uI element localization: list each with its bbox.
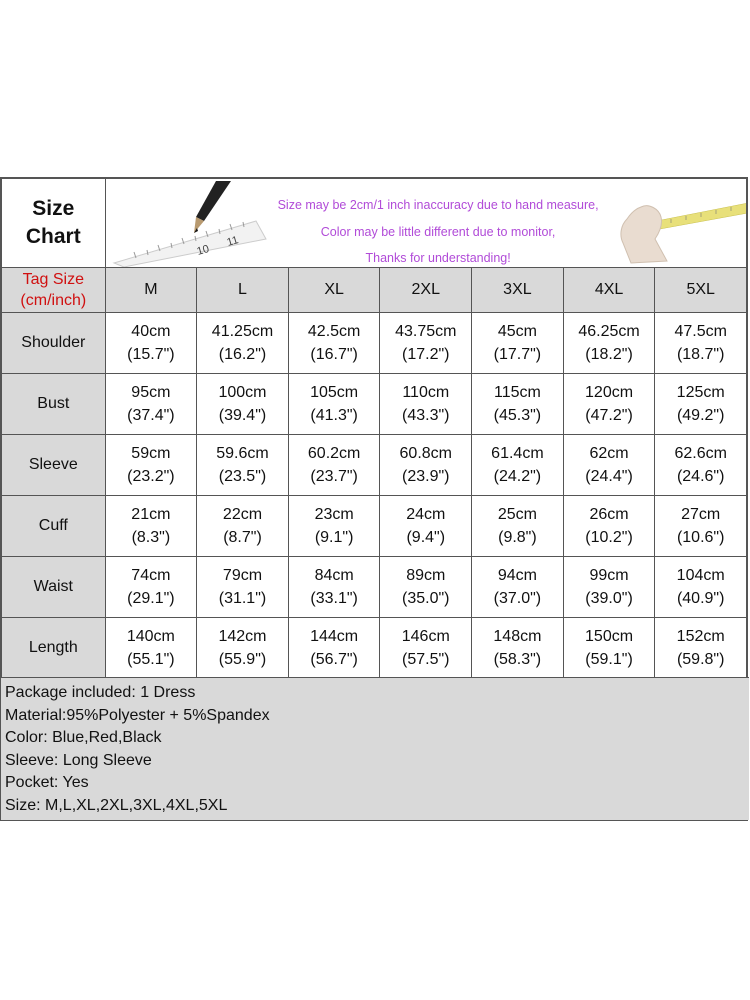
table-cell <box>288 313 380 374</box>
cell-inch: (39.0") <box>585 590 633 607</box>
cell-inch: (9.1") <box>314 529 354 546</box>
table-cell <box>563 557 655 618</box>
cell-inch: (41.3") <box>310 407 358 424</box>
table-row <box>2 618 747 679</box>
table-cell <box>105 496 197 557</box>
cell-inch: (23.7") <box>310 468 358 485</box>
table-cell <box>288 557 380 618</box>
cell-inch: (39.4") <box>218 407 267 424</box>
cell-cm: 89cm <box>406 567 446 584</box>
size-header-4xl: 4XL <box>563 268 655 313</box>
table-cell <box>105 313 197 374</box>
table-cell <box>472 496 564 557</box>
cell-cm: 46.25cm <box>578 323 640 340</box>
ruler-number-10: 10 <box>195 242 211 258</box>
table-cell <box>472 557 564 618</box>
cell-cm: 94cm <box>497 567 537 584</box>
cell-cm: 105cm <box>310 384 359 401</box>
table-cell <box>380 313 472 374</box>
cell-cm: 61.4cm <box>491 445 544 462</box>
cell-cm: 21cm <box>131 506 171 523</box>
row-label-cuff: Cuff <box>2 496 106 557</box>
tag-size-label-line1: Tag Size <box>22 271 84 288</box>
table-cell <box>105 435 197 496</box>
table-cell <box>380 496 472 557</box>
cell-inch: (8.7") <box>223 529 262 546</box>
product-details <box>1 677 749 820</box>
cell-cm: 99cm <box>589 567 629 584</box>
cell-inch: (29.1") <box>127 590 175 607</box>
cell-inch: (35.0") <box>402 590 450 607</box>
cell-inch: (24.4") <box>585 468 633 485</box>
note-thanks: Thanks for understanding! <box>365 251 511 265</box>
table-cell <box>380 557 472 618</box>
detail-color: Color: Blue,Red,Black <box>5 729 162 747</box>
cell-inch: (55.1") <box>127 651 175 668</box>
cell-cm: 60.2cm <box>307 445 361 462</box>
size-header-l: L <box>197 268 289 313</box>
row-label-sleeve: Sleeve <box>2 435 106 496</box>
detail-pocket: Pocket: Yes <box>5 774 89 792</box>
cell-inch: (17.7") <box>493 346 542 363</box>
table-cell <box>197 618 289 679</box>
table-cell <box>472 374 564 435</box>
size-header-2xl: 2XL <box>380 268 472 313</box>
cell-cm: 144cm <box>310 628 359 645</box>
cell-inch: (9.8") <box>498 529 537 546</box>
note-inaccuracy: Size may be 2cm/1 inch inaccuracy due to hand measure, <box>277 198 599 212</box>
cell-inch: (59.8") <box>676 651 725 668</box>
cell-cm: 100cm <box>218 384 267 401</box>
table-cell <box>563 374 655 435</box>
table-cell <box>380 374 472 435</box>
cell-cm: 84cm <box>314 567 354 584</box>
cell-cm: 23cm <box>314 506 354 523</box>
measurement-rows <box>2 313 747 679</box>
table-cell <box>655 435 747 496</box>
row-label-bust: Bust <box>2 374 106 435</box>
table-cell <box>380 435 472 496</box>
hand-icon <box>611 199 681 265</box>
cell-inch: (23.5") <box>218 468 267 485</box>
cell-cm: 62.6cm <box>674 445 727 462</box>
table-cell <box>105 374 197 435</box>
cell-cm: 148cm <box>493 628 542 645</box>
table-cell <box>563 313 655 374</box>
table-cell <box>655 496 747 557</box>
detail-package: Package included: 1 Dress <box>5 684 196 701</box>
size-header-5xl: 5XL <box>655 268 747 313</box>
cell-inch: (23.9") <box>402 468 450 485</box>
cell-inch: (9.4") <box>406 529 446 546</box>
tag-size-label <box>2 268 106 313</box>
cell-cm: 45cm <box>497 323 537 340</box>
table-cell <box>197 435 289 496</box>
cell-cm: 115cm <box>493 384 541 401</box>
cell-inch: (10.6") <box>676 529 725 546</box>
cell-cm: 59.6cm <box>216 445 269 462</box>
cell-cm: 152cm <box>676 628 725 645</box>
cell-inch: (10.2") <box>585 529 633 546</box>
note-color: Color may be little different due to monitor, <box>320 224 556 239</box>
table-cell <box>563 496 655 557</box>
row-label-length: Length <box>2 618 106 679</box>
table-cell <box>563 435 655 496</box>
cell-inch: (24.2") <box>493 468 542 485</box>
cell-inch: (43.3") <box>402 407 450 424</box>
detail-size: Size: M,L,XL,2XL,3XL,4XL,5XL <box>5 796 228 814</box>
cell-inch: (57.5") <box>402 651 450 668</box>
cell-cm: 74cm <box>131 567 171 584</box>
chart-title-line1: Size <box>32 197 75 220</box>
cell-cm: 125cm <box>676 384 725 401</box>
cell-inch: (8.3") <box>131 529 171 546</box>
cell-inch: (45.3") <box>493 407 542 424</box>
cell-inch: (15.7") <box>127 346 175 363</box>
pencil-icon <box>176 179 246 239</box>
cell-cm: 47.5cm <box>674 323 727 340</box>
cell-cm: 150cm <box>585 628 634 645</box>
cell-cm: 95cm <box>131 384 171 401</box>
table-cell <box>288 618 380 679</box>
cell-inch: (24.6") <box>676 468 725 485</box>
chart-title <box>2 179 106 268</box>
cell-cm: 60.8cm <box>399 445 452 462</box>
table-cell <box>472 313 564 374</box>
cell-inch: (18.2") <box>585 346 633 363</box>
table-cell <box>197 557 289 618</box>
size-header-xl: XL <box>288 268 380 313</box>
cell-cm: 42.5cm <box>307 323 361 340</box>
cell-inch: (56.7") <box>310 651 358 668</box>
table-row <box>2 313 747 374</box>
cell-inch: (40.9") <box>676 590 725 607</box>
cell-inch: (58.3") <box>493 651 542 668</box>
table-cell <box>563 618 655 679</box>
cell-cm: 41.25cm <box>211 323 274 340</box>
table-cell <box>655 374 747 435</box>
cell-cm: 22cm <box>222 506 263 523</box>
cell-inch: (37.4") <box>127 407 175 424</box>
cell-cm: 120cm <box>585 384 634 401</box>
table-row <box>2 557 747 618</box>
cell-inch: (49.2") <box>676 407 725 424</box>
cell-cm: 27cm <box>681 506 721 523</box>
table-cell <box>197 374 289 435</box>
tag-size-label-line2: (cm/inch) <box>20 292 87 309</box>
table-row <box>2 435 747 496</box>
cell-cm: 79cm <box>222 567 263 584</box>
table-row <box>2 374 747 435</box>
table-cell <box>288 435 380 496</box>
cell-inch: (23.2") <box>127 468 175 485</box>
measurement-banner <box>105 179 746 268</box>
cell-inch: (31.1") <box>218 590 267 607</box>
detail-sleeve: Sleeve: Long Sleeve <box>5 751 152 769</box>
cell-cm: 40cm <box>131 323 171 340</box>
table-cell <box>472 435 564 496</box>
table-cell <box>197 313 289 374</box>
table-cell <box>105 618 197 679</box>
cell-inch: (16.7") <box>310 346 358 363</box>
cell-cm: 59cm <box>131 445 171 462</box>
row-label-waist: Waist <box>2 557 106 618</box>
cell-cm: 62cm <box>589 445 629 462</box>
table-cell <box>380 618 472 679</box>
table-cell <box>105 557 197 618</box>
table-cell <box>288 374 380 435</box>
cell-cm: 26cm <box>589 506 629 523</box>
table-cell <box>655 618 747 679</box>
table-cell <box>288 496 380 557</box>
cell-cm: 142cm <box>218 628 267 645</box>
cell-inch: (16.2") <box>218 346 267 363</box>
cell-inch: (18.7") <box>676 346 725 363</box>
detail-material: Material:95%Polyester + 5%Spandex <box>5 706 270 724</box>
cell-inch: (17.2") <box>402 346 450 363</box>
size-chart <box>0 177 748 821</box>
cell-inch: (59.1") <box>585 651 633 668</box>
cell-inch: (55.9") <box>218 651 267 668</box>
table-cell <box>655 557 747 618</box>
row-label-shoulder: Shoulder <box>2 313 106 374</box>
ruler-number-11: 11 <box>225 234 240 249</box>
cell-cm: 24cm <box>406 506 446 523</box>
size-header-3xl: 3XL <box>472 268 564 313</box>
table-cell <box>472 618 564 679</box>
cell-cm: 140cm <box>126 628 175 645</box>
size-table <box>1 178 747 679</box>
cell-cm: 43.75cm <box>395 323 457 340</box>
cell-inch: (37.0") <box>493 590 542 607</box>
cell-inch: (47.2") <box>585 407 633 424</box>
table-row <box>2 496 747 557</box>
cell-cm: 146cm <box>401 628 450 645</box>
table-cell <box>197 496 289 557</box>
cell-cm: 104cm <box>676 567 725 584</box>
chart-title-line2: Chart <box>25 225 81 248</box>
size-header-m: M <box>105 268 197 313</box>
cell-cm: 110cm <box>402 384 450 401</box>
cell-cm: 25cm <box>497 506 537 523</box>
cell-inch: (33.1") <box>310 590 358 607</box>
measurement-notes <box>278 192 599 267</box>
table-cell <box>655 313 747 374</box>
